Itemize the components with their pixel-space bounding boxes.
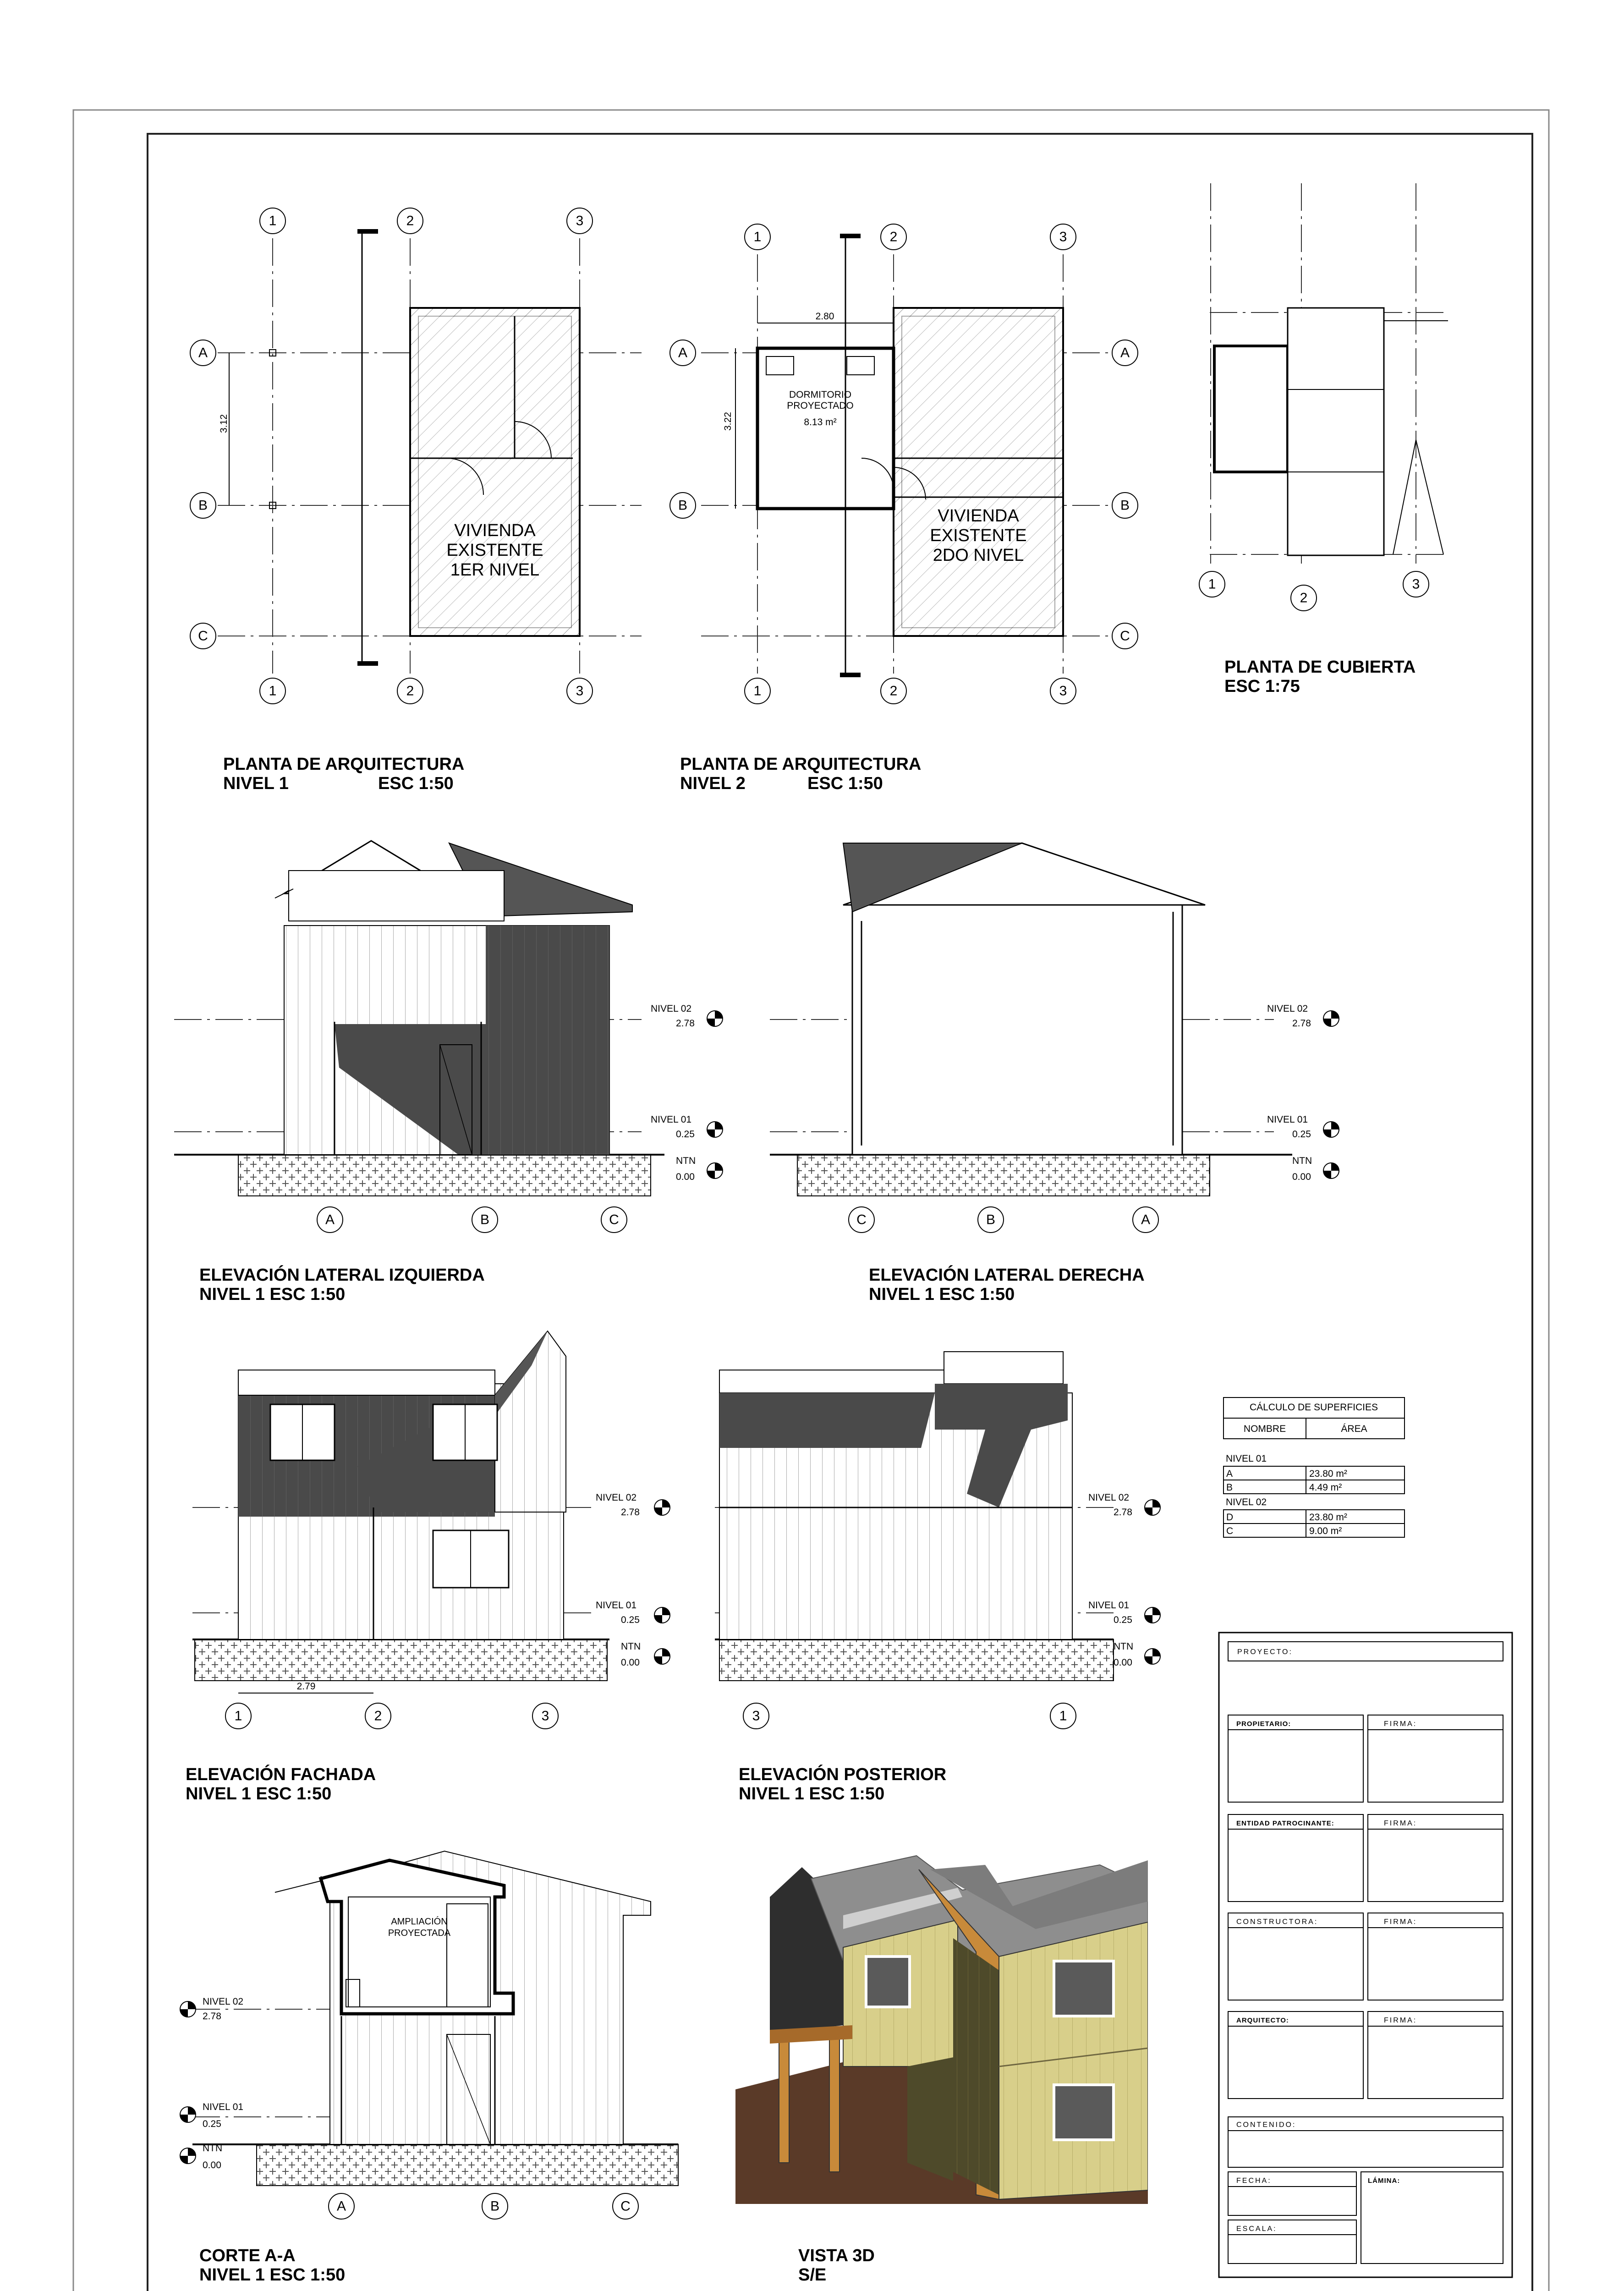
svg-text:1: 1	[269, 213, 277, 229]
grid-bubble-a-right	[1112, 340, 1138, 366]
view-3d	[735, 1847, 1148, 2285]
svg-text:B: B	[480, 1212, 490, 1228]
grid-bubble-3-bottom	[1050, 678, 1076, 704]
lvl01-label-f: NIVEL 01	[596, 1600, 637, 1611]
tb-proyecto: PROYECTO:	[1237, 1648, 1293, 1656]
rear-sub: NIVEL 1 ESC 1:50	[739, 1784, 885, 1803]
lvl01-val: 0.25	[676, 1129, 695, 1140]
area-group-2: NIVEL 02	[1226, 1497, 1267, 1507]
svg-text:1: 1	[234, 1708, 242, 1724]
title-block	[1219, 1633, 1512, 2277]
svg-text:C: C	[620, 2198, 631, 2214]
lvl02-label-r: NIVEL 02	[1267, 1003, 1308, 1014]
grid-bubble-3-bottom	[567, 678, 593, 704]
plan-level-1	[190, 208, 642, 793]
area-row: B	[1226, 1482, 1233, 1493]
svg-text:B: B	[678, 498, 688, 513]
lvl02-val: 2.78	[676, 1018, 695, 1029]
grid-bubble-2-bottom	[881, 678, 906, 704]
svg-text:C: C	[856, 1212, 867, 1228]
svg-text:A: A	[1141, 1212, 1151, 1228]
lvl01-val-s: 0.25	[203, 2119, 221, 2129]
svg-text:A: A	[336, 2198, 346, 2214]
grid-bubble-b-right	[1112, 493, 1138, 518]
roof-grid-3	[1403, 571, 1429, 597]
grid-bubble-b-left	[670, 493, 696, 518]
grid-bubble-3-top	[567, 208, 593, 234]
lvl01-label-s: NIVEL 01	[203, 2102, 244, 2112]
lvl02-val-s: 2.78	[203, 2011, 221, 2022]
tb-escala: ESCALA:	[1236, 2225, 1277, 2233]
plan2-level: NIVEL 2	[680, 774, 746, 793]
tb-propietario: PROPIETARIO:	[1236, 1720, 1291, 1728]
plan2-scale: ESC 1:50	[807, 774, 883, 793]
grid-bubble-1-bottom	[260, 678, 285, 704]
grid-bubble-a-left	[670, 340, 696, 366]
svg-text:2: 2	[889, 683, 898, 699]
svg-text:1: 1	[1059, 1708, 1067, 1724]
grid-bubble-c	[190, 623, 216, 649]
plan1-label-2: EXISTENTE	[446, 541, 543, 560]
svg-text:3: 3	[576, 213, 584, 229]
ntn-val-s: 0.00	[203, 2160, 221, 2170]
area-row-value: 23.80 m²	[1309, 1512, 1347, 1523]
lvl02-label-p: NIVEL 02	[1088, 1492, 1130, 1503]
svg-text:3: 3	[1412, 576, 1420, 592]
section-grid-c	[613, 2193, 638, 2219]
front-sub: NIVEL 1 ESC 1:50	[186, 1784, 332, 1803]
plan2-label-3: 2DO NIVEL	[933, 546, 1024, 565]
elev-left-title: ELEVACIÓN LATERAL IZQUIERDA	[199, 1266, 485, 1285]
area-table	[1223, 1398, 1405, 1537]
grid-bubble-b	[190, 493, 216, 518]
area-group-1: NIVEL 01	[1226, 1453, 1267, 1464]
plan2-dim-top: 2.80	[815, 311, 834, 322]
rear-title: ELEVACIÓN POSTERIOR	[739, 1765, 947, 1784]
lvl01-val-p: 0.25	[1114, 1615, 1132, 1625]
lvl01-label-p: NIVEL 01	[1088, 1600, 1130, 1611]
lvl01-label: NIVEL 01	[651, 1114, 692, 1125]
ntn-val-r: 0.00	[1292, 1172, 1311, 1182]
svg-text:A: A	[198, 345, 208, 361]
section-sub: NIVEL 1 ESC 1:50	[199, 2265, 346, 2285]
ntn-val-p: 0.00	[1114, 1657, 1132, 1668]
plan2-room-1: DORMITORIO	[789, 389, 852, 400]
plan-level-2	[670, 224, 1138, 793]
front-grid-3	[532, 1703, 558, 1729]
roof-plan-scale: ESC 1:75	[1224, 677, 1300, 696]
lvl02-label-f: NIVEL 02	[596, 1492, 637, 1503]
plan1-scale: ESC 1:50	[378, 774, 454, 793]
area-table-title: CÁLCULO DE SUPERFICIES	[1249, 1402, 1378, 1413]
plan1-level: NIVEL 1	[223, 774, 289, 793]
elevation-right	[770, 843, 1339, 1304]
tb-lamina: LÁMINA:	[1368, 2177, 1400, 2185]
lvl02-label-s: NIVEL 02	[203, 1996, 244, 2007]
area-table-col-area: ÁREA	[1341, 1424, 1367, 1434]
svg-text:B: B	[490, 2198, 500, 2214]
tb-firma-1: FIRMA:	[1384, 1720, 1417, 1728]
svg-text:C: C	[1120, 628, 1130, 644]
svg-text:3: 3	[1059, 229, 1067, 245]
svg-text:B: B	[986, 1212, 996, 1228]
section-title: CORTE A-A	[199, 2246, 296, 2265]
ntn-label-f: NTN	[621, 1641, 641, 1652]
elev-left-grid-c	[601, 1207, 627, 1233]
svg-text:1: 1	[753, 683, 762, 699]
front-grid-2	[365, 1703, 391, 1729]
view3d-title: VISTA 3D	[798, 2246, 875, 2265]
lvl01-val-f: 0.25	[621, 1615, 640, 1625]
plan1-dim: 3.12	[219, 414, 229, 433]
section-room-1: AMPLIACIÓN	[391, 1917, 448, 1927]
area-table-col-name: NOMBRE	[1243, 1424, 1286, 1434]
area-row-value: 23.80 m²	[1309, 1469, 1347, 1479]
elevation-rear	[715, 1352, 1160, 1803]
elev-right-sub: NIVEL 1 ESC 1:50	[869, 1285, 1015, 1304]
section-room-2: PROYECTADA	[388, 1928, 451, 1938]
svg-text:2: 2	[1300, 590, 1308, 606]
grid-bubble-1-bottom	[745, 678, 770, 704]
area-row: D	[1226, 1512, 1234, 1523]
svg-text:B: B	[198, 498, 208, 513]
svg-text:1: 1	[753, 229, 762, 245]
tb-firma-2: FIRMA:	[1384, 1820, 1417, 1827]
tb-entidad: ENTIDAD PATROCINANTE:	[1236, 1820, 1334, 1827]
grid-bubble-2-bottom	[397, 678, 423, 704]
section-grid-b	[482, 2193, 508, 2219]
elev-right-grid-b	[978, 1207, 1004, 1233]
svg-text:1: 1	[1208, 576, 1216, 592]
tb-fecha: FECHA:	[1236, 2177, 1272, 2185]
front-title: ELEVACIÓN FACHADA	[186, 1765, 376, 1784]
rear-grid-1	[1050, 1703, 1076, 1729]
grid-bubble-3-top	[1050, 224, 1076, 250]
roof-plan-title: PLANTA DE CUBIERTA	[1224, 658, 1416, 677]
plan1-label-3: 1ER NIVEL	[450, 560, 540, 580]
ntn-val-f: 0.00	[621, 1657, 640, 1668]
roof-plan	[1199, 183, 1448, 696]
plan1-title: PLANTA DE ARQUITECTURA	[223, 755, 465, 774]
plan2-dim-left: 3.22	[723, 412, 733, 431]
tb-firma-4: FIRMA:	[1384, 2017, 1417, 2024]
svg-text:3: 3	[541, 1708, 549, 1724]
plan2-label-1: VIVIENDA	[938, 506, 1019, 526]
svg-text:2: 2	[406, 683, 414, 699]
lvl02-val-r: 2.78	[1292, 1018, 1311, 1029]
svg-text:3: 3	[752, 1708, 760, 1724]
svg-text:A: A	[325, 1212, 335, 1228]
grid-bubble-a	[190, 340, 216, 366]
ntn-label: NTN	[676, 1156, 696, 1166]
view3d-sub: S/E	[798, 2265, 827, 2285]
svg-text:3: 3	[1059, 683, 1067, 699]
svg-text:A: A	[1120, 345, 1130, 361]
elevation-front	[186, 1331, 670, 1803]
svg-text:1: 1	[269, 683, 277, 699]
elev-right-grid-a	[1133, 1207, 1158, 1233]
area-row: A	[1226, 1469, 1233, 1479]
elev-left-sub: NIVEL 1 ESC 1:50	[199, 1285, 346, 1304]
grid-bubble-2-top	[397, 208, 423, 234]
svg-text:A: A	[678, 345, 688, 361]
ntn-label-r: NTN	[1292, 1156, 1312, 1166]
section-a-a	[180, 1851, 678, 2285]
lvl02-label: NIVEL 02	[651, 1003, 692, 1014]
rear-grid-3	[743, 1703, 769, 1729]
section-grid-a	[329, 2193, 354, 2219]
grid-bubble-2-top	[881, 224, 906, 250]
plan2-label-2: EXISTENTE	[930, 526, 1027, 545]
elev-right-grid-c	[849, 1207, 874, 1233]
tb-contenido: CONTENIDO:	[1236, 2121, 1296, 2129]
grid-bubble-1-top	[745, 224, 770, 250]
plan2-room-area: 8.13 m²	[804, 417, 837, 428]
lvl02-val-f: 2.78	[621, 1507, 640, 1518]
plan1-label-1: VIVIENDA	[454, 521, 536, 540]
area-row-value: 9.00 m²	[1309, 1526, 1342, 1536]
ntn-val: 0.00	[676, 1172, 695, 1182]
svg-text:C: C	[198, 628, 208, 644]
elevation-left	[174, 841, 723, 1304]
elev-left-grid-b	[472, 1207, 498, 1233]
lvl02-val-p: 2.78	[1114, 1507, 1132, 1518]
svg-text:2: 2	[889, 229, 898, 245]
elev-right-title: ELEVACIÓN LATERAL DERECHA	[869, 1266, 1145, 1285]
ntn-label-p: NTN	[1114, 1641, 1134, 1652]
svg-text:B: B	[1120, 498, 1130, 513]
ntn-label-s: NTN	[203, 2143, 223, 2154]
plan2-title: PLANTA DE ARQUITECTURA	[680, 755, 922, 774]
plan2-room-2: PROYECTADO	[787, 400, 854, 411]
elev-left-grid-a	[317, 1207, 343, 1233]
tb-constructora: CONSTRUCTORA:	[1236, 1918, 1318, 1926]
grid-bubble-c-right	[1112, 623, 1138, 649]
front-grid-1	[225, 1703, 251, 1729]
roof-grid-1	[1199, 571, 1225, 597]
grid-bubble-1-top	[260, 208, 285, 234]
lvl01-val-r: 0.25	[1292, 1129, 1311, 1140]
area-row-value: 4.49 m²	[1309, 1482, 1342, 1493]
roof-grid-2	[1291, 585, 1317, 611]
tb-firma-3: FIRMA:	[1384, 1918, 1417, 1926]
lvl01-label-r: NIVEL 01	[1267, 1114, 1308, 1125]
area-row: C	[1226, 1526, 1234, 1536]
svg-text:2: 2	[406, 213, 414, 229]
svg-text:3: 3	[576, 683, 584, 699]
svg-text:C: C	[609, 1212, 619, 1228]
svg-text:2: 2	[374, 1708, 382, 1724]
tb-arquitecto: ARQUITECTO:	[1236, 2017, 1289, 2024]
front-dim: 2.79	[296, 1681, 316, 1692]
